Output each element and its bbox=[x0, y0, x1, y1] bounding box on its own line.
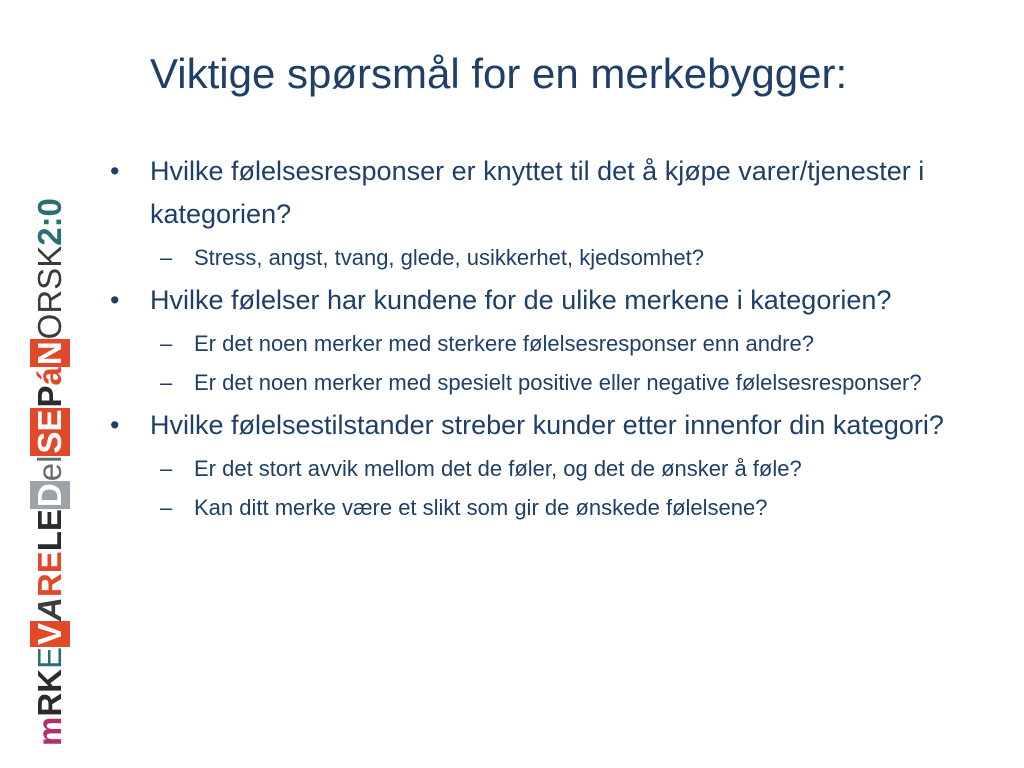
brand-logo-text: m RK E V A RE LE D el SE P á N ORSK 2:0 bbox=[31, 198, 68, 746]
dash-icon: – bbox=[160, 495, 173, 520]
sub-bullet-text: Er det noen merker med spesielt positive eller negative følelsesresponser? bbox=[194, 370, 922, 395]
bullet-text: Hvilke følelser har kundene for de ulike merkene i kategorien? bbox=[150, 285, 892, 315]
bullet-icon: • bbox=[110, 285, 120, 315]
sub-bullet-text: Er det stort avvik mellom det de føler, og det de ønsker å føle? bbox=[194, 456, 802, 481]
sub-bullet-text: Er det noen merker med sterkere følelsesresponser enn andre? bbox=[194, 331, 814, 356]
bullet-text: Hvilke følelsesresponser er knyttet til det å kjøpe varer/tjenester i kategorien? bbox=[150, 156, 925, 229]
bullet-icon: • bbox=[110, 156, 120, 186]
sub-bullet-item bbox=[110, 365, 970, 400]
dash-icon: – bbox=[160, 456, 173, 481]
bullet-item bbox=[110, 150, 970, 236]
sub-bullet-item bbox=[110, 326, 970, 361]
bullet-icon: • bbox=[110, 410, 120, 440]
dash-icon: – bbox=[160, 331, 173, 356]
bullet-item bbox=[110, 404, 970, 447]
sub-bullet-item bbox=[110, 240, 970, 275]
bullet-item bbox=[110, 279, 970, 322]
sub-bullet-text: Kan ditt merke være et slikt som gir de ønskede følelsene? bbox=[194, 495, 768, 520]
sub-bullet-item bbox=[110, 451, 970, 486]
bullet-list bbox=[110, 150, 970, 529]
dash-icon: – bbox=[160, 245, 173, 270]
brand-logo bbox=[30, 26, 70, 746]
slide-title: Viktige spørsmål for en merkebygger: bbox=[150, 50, 848, 97]
sub-bullet-text: Stress, angst, tvang, glede, usikkerhet, kjedsomhet? bbox=[194, 245, 704, 270]
dash-icon: – bbox=[160, 370, 173, 395]
bullet-text: Hvilke følelsestilstander streber kunder etter innenfor din kategori? bbox=[150, 410, 944, 440]
sub-bullet-item bbox=[110, 490, 970, 525]
